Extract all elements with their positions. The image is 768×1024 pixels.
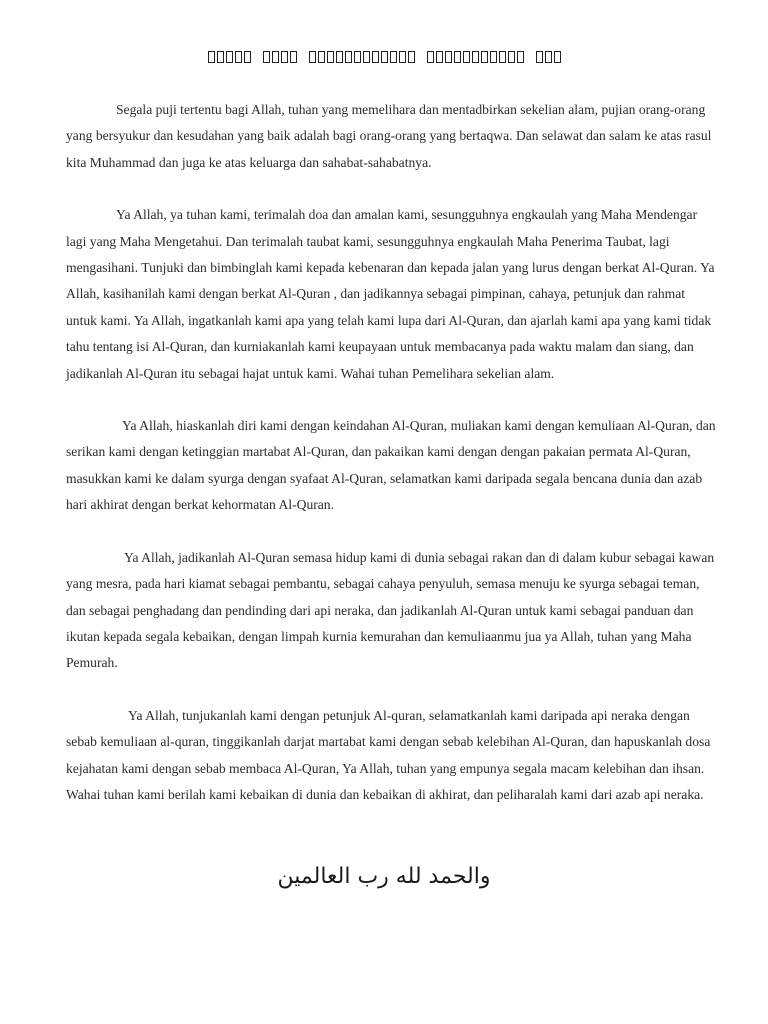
missing-glyph-box (309, 51, 316, 63)
missing-glyph-box (354, 51, 361, 63)
closing-arabic-praise: والحمد لله رب العالمين (277, 864, 491, 889)
missing-glyph-box (508, 51, 515, 63)
missing-glyph-box (318, 51, 325, 63)
missing-glyph-box (499, 51, 506, 63)
missing-glyph-box (263, 51, 270, 63)
title-word-5 (535, 48, 562, 66)
missing-glyph-box (345, 51, 352, 63)
missing-glyph-box (554, 51, 561, 63)
missing-glyph-box (226, 51, 233, 63)
missing-glyph-box (472, 51, 479, 63)
title-word-2 (262, 48, 298, 66)
missing-glyph-box (336, 51, 343, 63)
missing-glyph-box (463, 51, 470, 63)
paragraph-guidance-protection: Ya Allah, tunjukanlah kami dengan petunjuk Al-quran, selamatkanlah kami daripada api neraka dengan sebab kemuliaan al-quran, tinggikanlah darjat martabat kami dengan sebab kelebihan Al-Quran, dan hapuskanlah dosa kejahatan kami dengan sebab membaca Al-Quran, Ya Allah, tuhan yang empunya segala macam kelebihan dan ihsan. Wahai tuhan kami berilah kami kebaikan di dunia dan kebaikan di akhirat, dan peliharalah kami dari azab api neraka. (66, 707, 711, 802)
paragraph-quran-companion: Ya Allah, jadikanlah Al-Quran semasa hidup kami di dunia sebagai rakan dan di dalam kubur sebagai kawan yang mesra, pada hari kiamat sebagai pembantu, sebagai cahaya penyuluh, semasa menuju ke syurga sebagai teman, dan sebagai penghadang dan pendinding dari api neraka, dan jadikanlah Al-Quran untuk kami sebagai panduan dan ikutan kepada segala kebaikan, dengan limpah kurnia kemurahan dan kemuliaanmu jua ya Allah, tuhan yang Maha Pemurah. (66, 549, 715, 671)
missing-glyph-box (390, 51, 397, 63)
missing-glyph-box (399, 51, 406, 63)
missing-glyph-box (327, 51, 334, 63)
missing-glyph-box (427, 51, 434, 63)
missing-glyph-box (290, 51, 297, 63)
title-word-3 (308, 48, 416, 66)
missing-glyph-box (244, 51, 251, 63)
missing-glyph-box (490, 51, 497, 63)
missing-glyph-box (363, 51, 370, 63)
missing-glyph-box (436, 51, 443, 63)
missing-glyph-box (381, 51, 388, 63)
title-word-4 (426, 48, 525, 66)
missing-glyph-box (281, 51, 288, 63)
missing-glyph-box (235, 51, 242, 63)
document-title (0, 48, 768, 66)
missing-glyph-box (408, 51, 415, 63)
missing-glyph-box (536, 51, 543, 63)
paragraph-opening-praise: Segala puji tertentu bagi Allah, tuhan yang memelihara dan mentadbirkan sekelian alam, pujian orang-orang yang bersyukur dan kesudahan yang baik adalah bagi orang-orang yang bertaqwa. Dan selawat dan salam ke atas rasul kita Muhammad dan juga ke atas keluarga dan sahabat-sahabatnya. (66, 102, 712, 170)
missing-glyph-box (517, 51, 524, 63)
document-body (66, 97, 718, 834)
missing-glyph-box (217, 51, 224, 63)
paragraph-adorn-with-quran: Ya Allah, hiaskanlah diri kami dengan keindahan Al-Quran, muliakan kami dengan kemuliaan Al-Quran, dan serikan kami dengan ketinggian martabat Al-Quran, dan pakaikan kami dengan dengan pakaian permata Al-Quran, masukkan kami ke dalam syurga dengan syafaat Al-Quran, selamatkan kami daripada segala bencana dunia dan azab hari akhirat dengan berkat kehormatan Al-Quran. (66, 418, 716, 513)
missing-glyph-box (445, 51, 452, 63)
missing-glyph-box (454, 51, 461, 63)
missing-glyph-box (372, 51, 379, 63)
missing-glyph-box (481, 51, 488, 63)
missing-glyph-box (208, 51, 215, 63)
missing-glyph-box (272, 51, 279, 63)
title-word-1 (207, 48, 252, 66)
missing-glyph-box (545, 51, 552, 63)
paragraph-accept-prayer: Ya Allah, ya tuhan kami, terimalah doa dan amalan kami, sesungguhnya engkaulah yang Maha Mendengar lagi yang Maha Mengetahui. Dan terimalah taubat kami, sesungguhnya engkaulah Maha Penerima Taubat, lagi mengasihani. Tunjuki dan bimbinglah kami kepada kebenaran dan kepada jalan yang lurus dengan berkat Al-Quran. Ya Allah, kasihanilah kami dengan berkat Al-Quran , dan jadikannya sebagai pimpinan, cahaya, petunjuk dan rahmat untuk kami. Ya Allah, ingatkanlah kami apa yang telah kami lupa dari Al-Quran, dan ajarlah kami apa yang kami tidak tahu tentang isi Al-Quran, dan kurniakanlah kami keupayaan untuk membacanya pada waktu malam dan siang, dan jadikanlah Al-Quran itu sebagai hajat untuk kami. Wahai tuhan Pemelihara sekelian alam. (66, 207, 715, 381)
